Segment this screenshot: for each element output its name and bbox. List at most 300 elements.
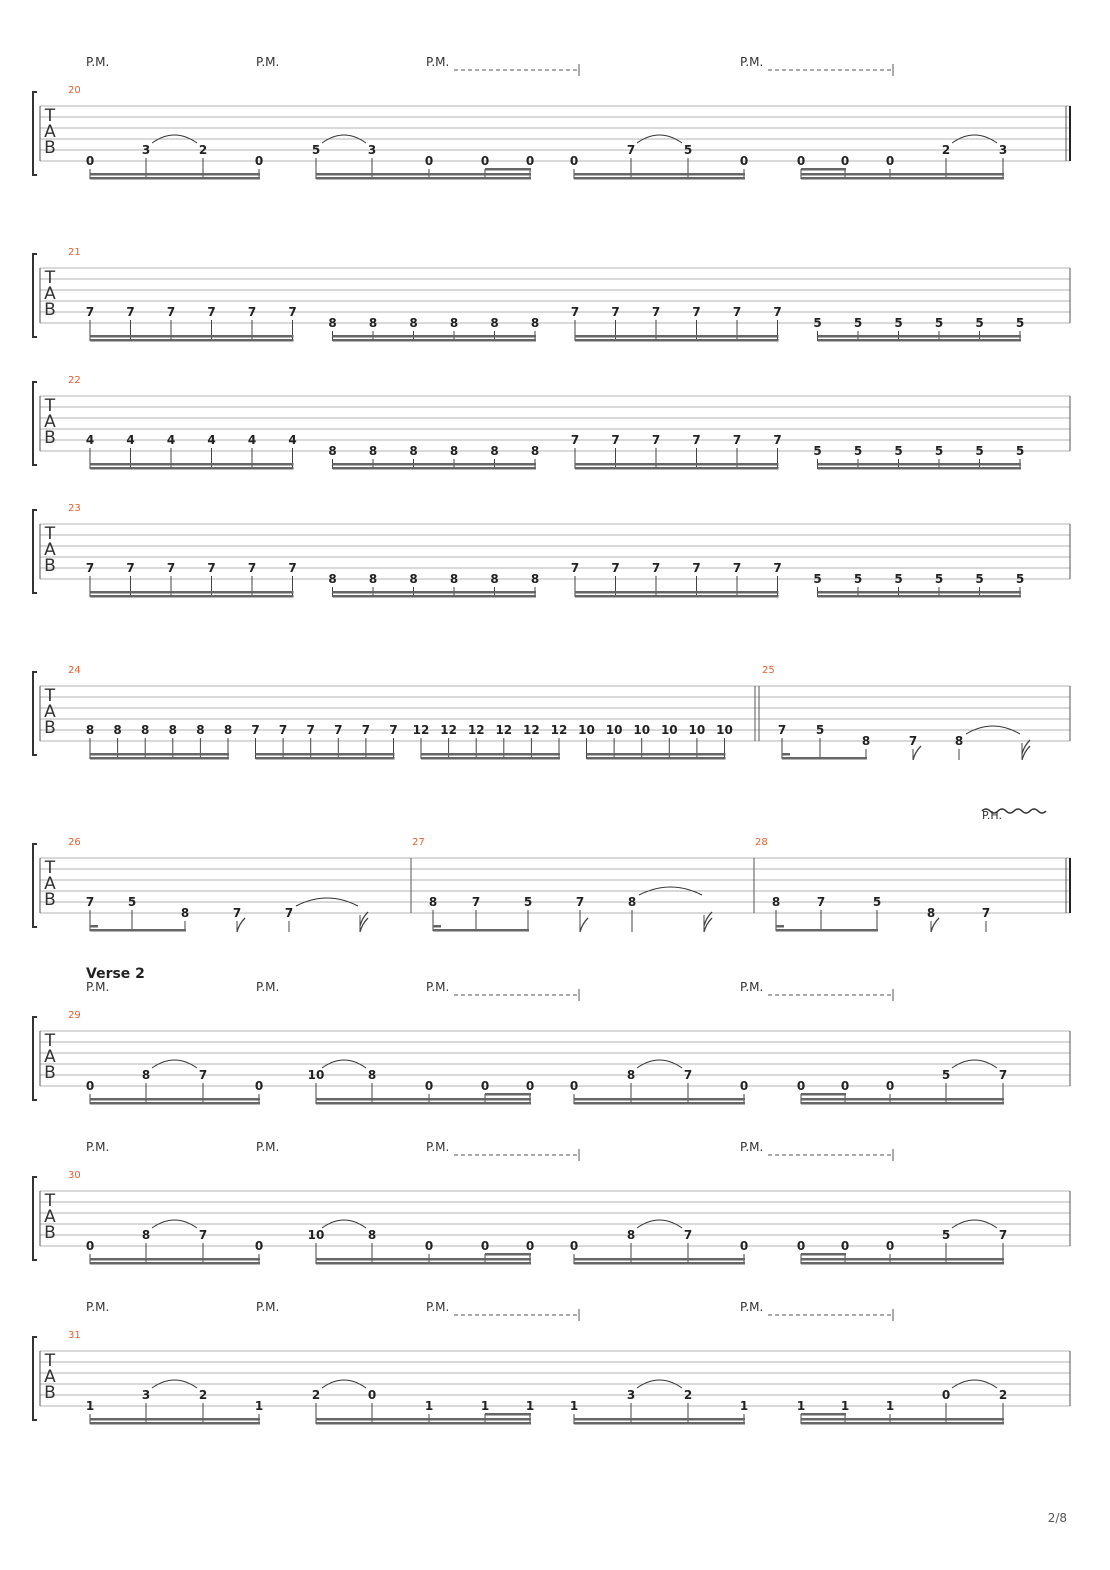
fret-number: 5 [813,444,822,458]
fret-number: 1 [480,1399,490,1413]
fret-number: 8 [409,316,418,330]
beam [316,1262,531,1265]
tab-clef-t: T [44,268,56,288]
tab-clef-b: B [44,1383,56,1403]
fret-number: 3 [626,1388,636,1402]
beam [90,595,294,598]
system-bracket [33,254,37,337]
fret-number: 4 [247,433,257,447]
system-bracket [33,1337,37,1420]
system-bracket [33,844,37,927]
fret-number: 7 [570,305,580,319]
fret-number: 7 [611,433,620,447]
measure-number: 20 [68,85,81,96]
beam [818,467,1022,470]
fret-number: 5 [934,444,944,458]
fret-number: 8 [368,572,378,586]
fret-number: 8 [771,895,781,909]
tab-clef-b: B [44,890,56,910]
fret-number: 2 [998,1388,1008,1402]
fret-number: 0 [840,1239,850,1253]
fret-number: 7 [773,433,782,447]
measure-number: 26 [68,837,81,848]
fret-number: 10 [578,723,595,737]
fret-number: 8 [530,572,540,586]
fret-number: 7 [471,895,481,909]
fret-number: 8 [954,734,964,748]
fret-number: 0 [424,1079,434,1093]
fret-number: 5 [934,572,944,586]
tab-clef-b: B [44,428,56,448]
fret-number: 10 [633,723,651,737]
system-bracket [33,672,37,755]
beam [801,1098,1004,1101]
fret-number: 5 [853,316,863,330]
fret-number: 0 [525,1239,535,1253]
beam [801,1253,846,1256]
fret-number: 8 [490,316,499,330]
fret-number: 7 [207,561,216,575]
fret-number: 0 [254,1239,264,1253]
fret-number: 7 [198,1228,208,1242]
fret-number: 5 [813,572,822,586]
tab-clef-t: T [44,396,56,416]
beam [818,463,1022,466]
beam [316,173,531,176]
beam [801,1422,1004,1425]
fret-number: 7 [651,305,661,319]
palm-mute-label: P.M. [740,55,764,69]
fret-number: 7 [611,305,620,319]
fret-number: 7 [570,433,580,447]
fret-number: 7 [626,143,636,157]
fret-number: 8 [627,895,637,909]
beam [574,1418,745,1421]
fret-number: 0 [569,154,579,168]
beam [333,595,537,598]
measure-number: 29 [68,1010,81,1021]
fret-number: 0 [840,154,850,168]
palm-mute-label: P.M. [740,980,764,994]
beam [801,1258,1004,1261]
fret-number: 0 [480,154,490,168]
beam [256,753,395,756]
fret-number: 0 [796,1079,806,1093]
fret-number: 8 [180,906,190,920]
fret-number: 12 [550,723,568,737]
note-flag [1022,746,1030,760]
fret-number: 0 [840,1079,850,1093]
beam [801,1093,846,1096]
palm-mute-label: P.M. [426,980,450,994]
fret-number: 0 [254,1079,264,1093]
tab-clef-t: T [44,524,56,544]
measure-number: 24 [68,665,81,676]
fret-number: 1 [569,1399,579,1413]
tab-clef-a: A [44,284,56,304]
fret-number: 1 [840,1399,850,1413]
measure-number: 21 [68,247,81,258]
fret-number: 0 [85,1239,95,1253]
fret-number: 1 [885,1399,895,1413]
beam [485,168,531,171]
beam [316,1422,531,1425]
fret-number: 8 [141,723,150,737]
fret-number: 0 [367,1388,377,1402]
beam [333,463,537,466]
fret-number: 5 [683,143,693,157]
fret-number: 5 [1015,572,1025,586]
fret-number: 7 [732,433,742,447]
tab-clef-b: B [44,138,56,158]
fret-number: 7 [389,723,398,737]
beam [801,1418,1004,1421]
beam [574,1102,745,1105]
beam [818,591,1022,594]
tab-clef-b: B [44,1223,56,1243]
fret-number: 7 [570,561,580,575]
section-label: Verse 2 [86,966,145,982]
tab-clef-t: T [44,106,56,126]
fret-number: 8 [168,723,177,737]
beam [801,1262,1004,1265]
fret-number: 7 [85,305,95,319]
fret-number: 0 [885,154,895,168]
fret-number: 8 [626,1068,636,1082]
fret-number: 5 [975,316,984,330]
fret-number: 7 [334,723,343,737]
fret-number: 0 [885,1079,895,1093]
beam [333,467,537,470]
fret-number: 7 [361,723,371,737]
beam [574,1422,745,1425]
fret-number: 1 [424,1399,434,1413]
fret-number: 0 [739,1239,749,1253]
beam [90,757,229,760]
fret-number: 7 [247,305,257,319]
fret-number: 7 [692,433,701,447]
palm-mute-label: P.M. [256,55,280,69]
beam [575,595,779,598]
fret-number: 7 [306,723,315,737]
fret-number: 7 [247,561,257,575]
system-bracket [33,1177,37,1260]
fret-number: 10 [660,723,678,737]
fret-number: 0 [480,1239,490,1253]
palm-mute-label: P.M. [86,1140,110,1154]
beam [782,753,790,756]
fret-number: 0 [525,1079,535,1093]
beam [587,757,726,760]
beam [818,339,1022,342]
fret-number: 3 [998,143,1008,157]
page-number: 2/8 [1047,1511,1067,1525]
tab-clef-b: B [44,300,56,320]
beam [485,1093,531,1096]
fret-number: 7 [575,895,585,909]
fret-number: 0 [480,1079,490,1093]
fret-number: 8 [113,723,122,737]
fret-number: 7 [126,561,135,575]
beam [333,339,537,342]
fret-number: 5 [934,316,944,330]
fret-number: 8 [328,444,337,458]
beam [575,591,779,594]
tab-clef-b: B [44,718,56,738]
fret-number: 0 [796,1239,806,1253]
fret-number: 5 [975,444,984,458]
fret-number: 0 [424,154,434,168]
fret-number: 7 [85,895,95,909]
beam [575,467,779,470]
fret-number: 8 [449,316,459,330]
fret-number: 0 [885,1239,895,1253]
fret-number: 7 [816,895,826,909]
fret-number: 8 [861,734,871,748]
fret-number: 7 [207,305,216,319]
fret-number: 4 [126,433,135,447]
fret-number: 10 [307,1068,325,1082]
fret-number: 7 [692,305,701,319]
fret-number: 1 [796,1399,806,1413]
fret-number: 5 [523,895,533,909]
beam [90,1262,260,1265]
tab-clef-t: T [44,1351,56,1371]
beam [90,467,294,470]
fret-number: 12 [440,723,457,737]
beam [801,177,1004,180]
beam [485,1413,531,1416]
fret-number: 8 [328,572,337,586]
beam [90,753,229,756]
fret-number: 7 [651,561,661,575]
measure-number: 28 [755,837,768,848]
palm-mute-label: P.M. [86,1300,110,1314]
system-bracket [33,92,37,175]
palm-mute-label: P.M. [256,980,280,994]
fret-number: 8 [530,316,540,330]
fret-number: 8 [490,572,499,586]
beam [574,1258,745,1261]
beam [801,168,846,171]
fret-number: 7 [998,1068,1008,1082]
note-flag [931,918,939,932]
tab-clef-t: T [44,1031,56,1051]
fret-number: 5 [815,723,825,737]
palm-mute-label: P.M. [740,1140,764,1154]
fret-number: 8 [223,723,233,737]
fret-number: 3 [367,143,377,157]
beam [90,1422,260,1425]
fret-number: 7 [692,561,701,575]
fret-number: 10 [688,723,706,737]
note-flag [913,746,921,760]
fret-number: 4 [288,433,297,447]
beam [316,177,531,180]
beam [801,173,1004,176]
tab-clef-t: T [44,1191,56,1211]
fret-number: 4 [207,433,216,447]
beam [90,591,294,594]
fret-number: 10 [307,1228,325,1242]
fret-number: 5 [872,895,882,909]
beam [818,335,1022,338]
fret-number: 0 [569,1079,579,1093]
fret-number: 5 [894,316,903,330]
fret-number: 8 [926,906,936,920]
fret-number: 5 [941,1068,951,1082]
beam [256,757,395,760]
fret-number: 8 [530,444,540,458]
fret-number: 1 [254,1399,264,1413]
beam [776,929,878,932]
palm-mute-label: P.M. [426,55,450,69]
fret-number: 8 [626,1228,636,1242]
fret-number: 1 [85,1399,95,1413]
fret-number: 8 [409,444,418,458]
measure-number: 23 [68,503,81,514]
fret-number: 10 [716,723,733,737]
fret-number: 7 [232,906,242,920]
fret-number: 5 [853,572,863,586]
fret-number: 7 [288,561,297,575]
system-bracket [33,510,37,593]
fret-number: 7 [998,1228,1008,1242]
beam [316,1418,531,1421]
beam [333,591,537,594]
fret-number: 8 [449,444,459,458]
palm-mute-label: P.M. [256,1300,280,1314]
beam [574,1098,745,1101]
beam [90,929,186,932]
fret-number: 7 [166,561,176,575]
tab-clef-a: A [44,702,56,722]
fret-number: 1 [525,1399,535,1413]
fret-number: 8 [428,895,438,909]
fret-number: 7 [683,1228,693,1242]
tab-clef-a: A [44,1367,56,1387]
tab-clef-a: A [44,1047,56,1067]
fret-number: 8 [367,1068,377,1082]
beam [776,925,784,928]
beam [90,1418,260,1421]
fret-number: 7 [198,1068,208,1082]
fret-number: 7 [284,906,294,920]
fret-number: 0 [569,1239,579,1253]
measure-number: 25 [762,665,775,676]
tab-clef-a: A [44,540,56,560]
fret-number: 7 [777,723,787,737]
fret-number: 0 [941,1388,951,1402]
fret-number: 7 [908,734,918,748]
beam [90,173,260,176]
fret-number: 5 [1015,444,1025,458]
measure-number: 22 [68,375,81,386]
tab-clef-b: B [44,556,56,576]
tab-clef-b: B [44,1063,56,1083]
measure-number: 30 [68,1170,81,1181]
beam [316,1258,531,1261]
fret-number: 7 [651,433,661,447]
fret-number: 0 [525,154,535,168]
fret-number: 7 [611,561,620,575]
fret-number: 7 [126,305,135,319]
beam [421,753,560,756]
fret-number: 0 [739,1079,749,1093]
beam [90,463,294,466]
beam [818,595,1022,598]
fret-number: 7 [683,1068,693,1082]
beam [333,335,537,338]
fret-number: 8 [368,316,378,330]
fret-number: 8 [490,444,499,458]
fret-number: 12 [467,723,485,737]
beam [90,1258,260,1261]
tab-clef-t: T [44,858,56,878]
beam [801,1413,846,1416]
fret-number: 0 [85,154,95,168]
beam [90,335,294,338]
fret-number: 2 [311,1388,321,1402]
fret-number: 7 [288,305,297,319]
beam [575,339,779,342]
fret-number: 8 [367,1228,377,1242]
fret-number: 5 [813,316,822,330]
fret-number: 7 [732,305,742,319]
fret-number: 0 [424,1239,434,1253]
beam [575,463,779,466]
beam [90,1102,260,1105]
tab-clef-t: T [44,686,56,706]
fret-number: 5 [1015,316,1025,330]
fret-number: 8 [85,723,95,737]
fret-number: 7 [981,906,991,920]
fret-number: 0 [739,154,749,168]
measure-number: 27 [412,837,425,848]
fret-number: 7 [85,561,95,575]
fret-number: 7 [773,561,782,575]
fret-number: 3 [141,1388,151,1402]
beam [574,1262,745,1265]
tab-clef-a: A [44,412,56,432]
fret-number: 10 [605,723,623,737]
fret-number: 0 [796,154,806,168]
beam [801,1102,1004,1105]
palm-mute-label: P.M. [86,980,110,994]
beam [90,925,98,928]
fret-number: 7 [251,723,260,737]
fret-number: 5 [941,1228,951,1242]
beam [433,929,529,932]
beam [433,925,441,928]
beam [90,177,260,180]
fret-number: 5 [975,572,984,586]
palm-mute-label: P.M. [256,1140,280,1154]
fret-number: 12 [495,723,513,737]
palm-mute-label: P.M. [740,1300,764,1314]
fret-number: 2 [198,143,208,157]
note-flag [580,918,588,932]
beam [316,1098,531,1101]
beam [90,339,294,342]
beam [574,177,745,180]
measure-number: 31 [68,1330,81,1341]
system-bracket [33,1017,37,1100]
fret-number: 12 [412,723,430,737]
fret-number: 7 [278,723,288,737]
note-flag [237,918,245,932]
fret-number: 4 [85,433,95,447]
